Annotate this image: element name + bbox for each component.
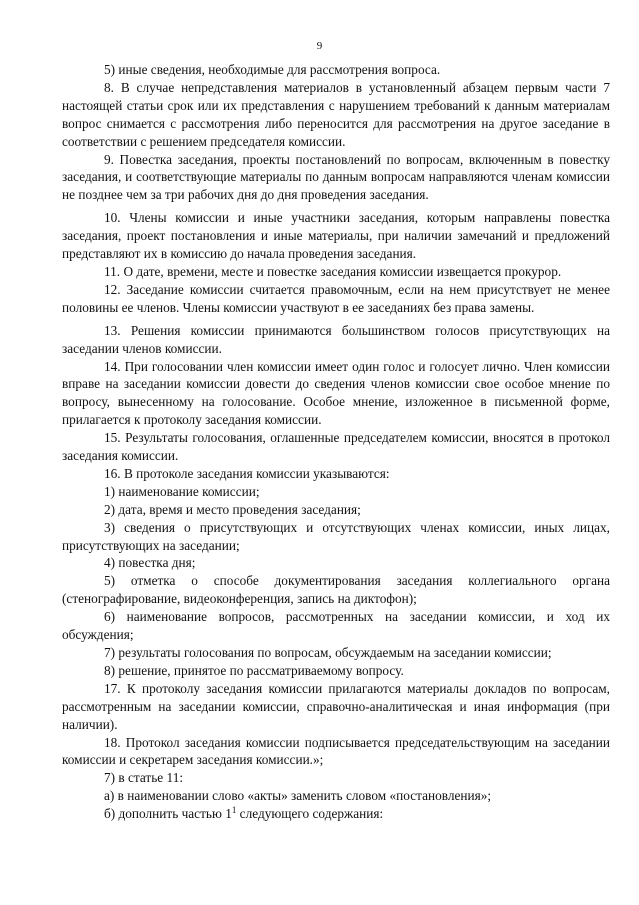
paragraph-10: 10. Члены комиссии и иные участники заседания, которым направлены повестка заседания, проект постановления и иные материалы, при наличии замечаний и предложений представляют их в комиссию до начала проведения заседания. [62,210,610,262]
paragraph-13: 13. Решения комиссии принимаются большинством голосов присутствующих на заседании членов комиссии. [62,322,610,356]
paragraph-15: 15. Результаты голосования, оглашенные председателем комиссии, вносятся в протокол заседания комиссии. [62,430,610,464]
protocol-item-8: 8) решение, принятое по рассматриваемому вопросу. [104,662,404,678]
protocol-item-5: 5) отметка о способе документирования заседания коллегиального органа (стенографирование, видеоконференция, запись на диктофон); [62,573,610,607]
protocol-item-4: 4) повестка дня; [104,555,196,571]
amendment-subitem-b [62,805,610,823]
protocol-item-2: 2) дата, время и место проведения заседания; [104,501,361,517]
paragraph-9: 9. Повестка заседания, проекты постановлений по вопросам, включенным в повестку заседания, и соответствующие материалы по данным вопросам направляются членам комиссии не позднее чем за три рабочих дня до дня проведения заседания. [62,151,610,203]
document-body [62,61,610,823]
paragraph-12: 12. Заседание комиссии считается правомочным, если на нем присутствует не менее половины ее членов. Члены комиссии участвуют в ее заседаниях без права замены. [62,281,610,315]
paragraph-8: 8. В случае непредставления материалов в установленный абзацем первым части 7 настоящей статьи срок или их представления с нарушением требований к данным материалам вопрос снимается с рассмотрения либо переносится для рассмотрения на другое заседание в соответствии с решением председателя комиссии. [62,79,610,149]
superscript: 1 [231,805,237,816]
paragraph-17: 17. К протоколу заседания комиссии прилагаются материалы докладов по вопросам, рассмотренным на заседании комиссии, справочно-аналитическая и иная информация (при наличии). [62,680,610,732]
paragraph-18: 18. Протокол заседания комиссии подписывается председательствующим на заседании комиссии и секретарем заседания комиссии.»; [62,734,610,768]
page-number: 9 [316,40,323,52]
protocol-item-7: 7) результаты голосования по вопросам, обсуждаемым на заседании комиссии; [104,645,552,660]
protocol-item-6: 6) наименование вопросов, рассмотренных на заседании комиссии, и ход их обсуждения; [62,609,610,643]
protocol-item-1: 1) наименование комиссии; [104,483,260,499]
amendment-subitem-a: а) в наименовании слово «акты» заменить словом «постановления»; [104,788,492,804]
amendment-subitem-b-text: б) дополнить частью 1 [104,806,232,822]
protocol-item-3: 3) сведения о присутствующих и отсутствующих членах комиссии, иных лицах, присутствующих на заседании; [62,519,610,553]
amendment-item-7: 7) в статье 11: [104,770,184,786]
paragraph-item-5: 5) иные сведения, необходимые для рассмотрения вопроса. [104,62,441,77]
paragraph-14: 14. При голосовании член комиссии имеет один голос и голосует лично. Член комиссии вправе на заседании комиссии довести до сведения членов комиссии свое особое мнение по вопросу, вынесенному на голосование. Особое мнение, изложенное в письменной форме, прилагается к протоколу заседания комиссии. [62,358,610,428]
paragraph-11: 11. О дате, времени, месте и повестке заседания комиссии извещается прокурор. [104,263,562,279]
paragraph-16: 16. В протоколе заседания комиссии указываются: [104,465,390,481]
amendment-subitem-b-tail: следующего содержания: [236,806,384,822]
